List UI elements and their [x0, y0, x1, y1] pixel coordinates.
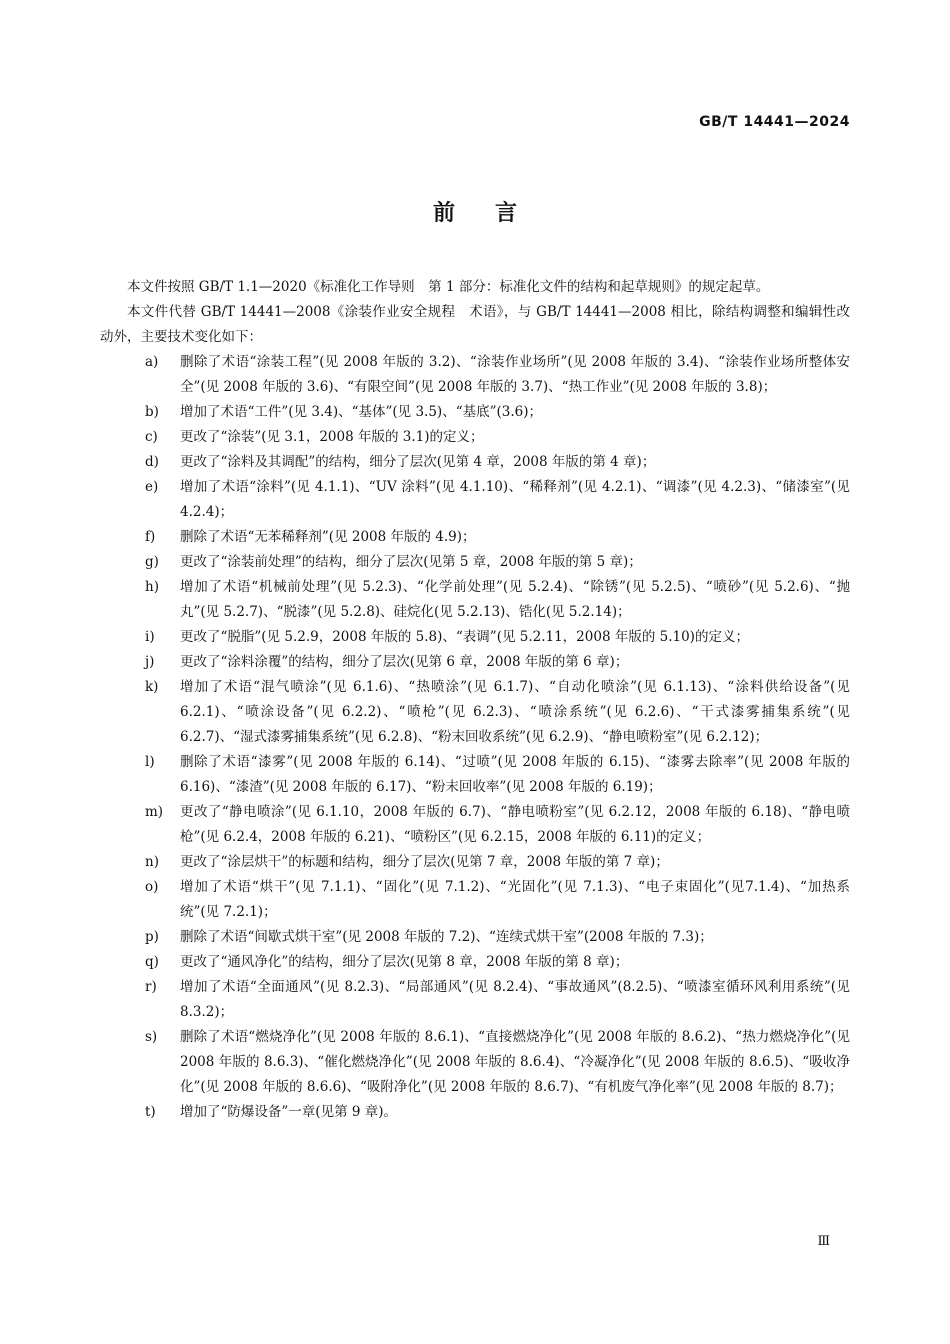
- list-item-text: 增加了“防爆设备”一章(见第 9 章)。: [180, 1104, 398, 1120]
- list-item-marker: g): [145, 554, 159, 570]
- list-item-text: 删除了术语“无苯稀释剂”(见 2008 年版的 4.9)；: [180, 529, 476, 545]
- list-item-text: 更改了“通风净化”的结构，细分了层次(见第 8 章，2008 年版的第 8 章)；: [180, 954, 629, 970]
- list-item-marker: f): [145, 529, 156, 545]
- list-item-text: 增加了术语“涂料”(见 4.1.1)、“UV 涂料”(见 4.1.10)、“稀释剂”(见 4.2.1)、“调漆”(见 4.2.3)、“储漆室”(见 4.2.4)；: [180, 479, 850, 520]
- list-item-marker: t): [145, 1104, 156, 1120]
- list-item-marker: i): [145, 629, 155, 645]
- list-item-text: 增加了术语“工件”(见 3.4)、“基体”(见 3.5)、“基底”(3.6)；: [180, 404, 543, 420]
- list-item: [100, 1100, 850, 1125]
- list-item: [100, 675, 850, 750]
- list-item-marker: m): [145, 804, 164, 820]
- list-item-marker: r): [145, 979, 157, 995]
- list-item: [100, 850, 850, 875]
- standard-number: GB/T 14441—2024: [699, 114, 850, 130]
- list-item: [100, 750, 850, 800]
- document-body: [100, 275, 850, 1125]
- list-item-marker: d): [145, 454, 159, 470]
- list-item: [100, 525, 850, 550]
- list-item-marker: a): [145, 354, 159, 370]
- list-item-text: 增加了术语“机械前处理”(见 5.2.3)、“化学前处理”(见 5.2.4)、“除锈”(见 5.2.5)、“喷砂”(见 5.2.6)、“抛丸”(见 5.2.7)、“脱漆”(见 5.2.8)、硅烷化(见 5.2.13)、锆化(见 5.2.14)；: [180, 579, 850, 620]
- list-item-marker: e): [145, 479, 159, 495]
- list-item: [100, 650, 850, 675]
- change-list: [100, 350, 850, 1125]
- list-item: [100, 575, 850, 625]
- list-item: [100, 800, 850, 850]
- list-item-marker: s): [145, 1029, 158, 1045]
- list-item: [100, 875, 850, 925]
- list-item: [100, 350, 850, 400]
- list-item-marker: k): [145, 679, 159, 695]
- list-item: [100, 925, 850, 950]
- list-item: [100, 450, 850, 475]
- list-item-text: 更改了“涂料及其调配”的结构，细分了层次(见第 4 章，2008 年版的第 4 章)；: [180, 454, 656, 470]
- list-item-text: 删除了术语“燃烧净化”(见 2008 年版的 8.6.1)、“直接燃烧净化”(见 2008 年版的 8.6.2)、“热力燃烧净化”(见 2008 年版的 8.6.3)、“催化燃烧净化”(见 2008 年版的 8.6.4)、“冷凝净化”(见 2008 年版的 8.6.5)、“吸收净化”(见 2008 年版的 8.6.6)、“吸附净化”(见 2008 年版的 8.6.7)、“有机废气净化率”(见 2008 年版的 8.7)；: [180, 1029, 850, 1095]
- page-title: 前言: [432, 201, 557, 226]
- list-item-marker: h): [145, 579, 159, 595]
- intro-paragraph-1: 本文件按照 GB/T 1.1—2020《标准化工作导则 第 1 部分：标准化文件的结构和起草规则》的规定起草。: [127, 279, 770, 295]
- list-item-marker: b): [145, 404, 159, 420]
- list-item-text: 更改了“涂料涂覆”的结构，细分了层次(见第 6 章，2008 年版的第 6 章)；: [180, 654, 629, 670]
- list-item-marker: q): [145, 954, 159, 970]
- list-item-text: 更改了“涂装”(见 3.1，2008 年版的 3.1)的定义；: [180, 429, 484, 445]
- list-item-text: 增加了术语“全面通风”(见 8.2.3)、“局部通风”(见 8.2.4)、“事故通风”(8.2.5)、“喷漆室循环风利用系统”(见 8.3.2)；: [180, 979, 850, 1020]
- list-item-text: 更改了“涂层烘干”的标题和结构，细分了层次(见第 7 章，2008 年版的第 7 章)；: [180, 854, 669, 870]
- list-item-marker: p): [145, 929, 159, 945]
- list-item: [100, 475, 850, 525]
- list-item: [100, 625, 850, 650]
- list-item-marker: l): [145, 754, 155, 770]
- list-item: [100, 550, 850, 575]
- page-number: Ⅲ: [817, 1234, 830, 1249]
- list-item-text: 更改了“静电喷涂”(见 6.1.10，2008 年版的 6.7)、“静电喷粉室”(见 6.2.12，2008 年版的 6.18)、“静电喷枪”(见 6.2.4，2008 年版的 6.21)、“喷粉区”(见 6.2.15，2008 年版的 6.11)的定义；: [180, 804, 850, 845]
- intro-paragraph-2: 本文件代替 GB/T 14441—2008《涂装作业安全规程 术语》，与 GB/T 14441—2008 相比，除结构调整和编辑性改动外，主要技术变化如下：: [100, 304, 850, 345]
- list-item-text: 增加了术语“混气喷涂”(见 6.1.6)、“热喷涂”(见 6.1.7)、“自动化喷涂”(见 6.1.13)、“涂料供给设备”(见 6.2.1)、“喷涂设备”(见 6.2.2)、“喷枪”(见 6.2.3)、“喷涂系统”(见 6.2.6)、“干式漆雾捕集系统”(见 6.2.7)、“湿式漆雾捕集系统”(见 6.2.8)、“粉末回收系统”(见 6.2.9)、“静电喷粉室”(见 6.2.12)；: [180, 679, 850, 745]
- list-item-text: 删除了术语“涂装工程”(见 2008 年版的 3.2)、“涂装作业场所”(见 2008 年版的 3.4)、“涂装作业场所整体安全”(见 2008 年版的 3.6)、“有限空间”(见 2008 年版的 3.7)、“热工作业”(见 2008 年版的 3.8)；: [180, 354, 850, 395]
- list-item-marker: o): [145, 879, 159, 895]
- list-item-text: 删除了术语“间歇式烘干室”(见 2008 年版的 7.2)、“连续式烘干室”(2008 年版的 7.3)；: [180, 929, 713, 945]
- list-item: [100, 950, 850, 975]
- list-item-marker: c): [145, 429, 158, 445]
- list-item-marker: j): [145, 654, 155, 670]
- list-item-marker: n): [145, 854, 159, 870]
- list-item-text: 更改了“涂装前处理”的结构，细分了层次(见第 5 章，2008 年版的第 5 章)；: [180, 554, 642, 570]
- list-item: [100, 400, 850, 425]
- list-item: [100, 975, 850, 1025]
- list-item-text: 删除了术语“漆雾”(见 2008 年版的 6.14)、“过喷”(见 2008 年版的 6.15)、“漆雾去除率”(见 2008 年版的 6.16)、“漆渣”(见 2008 年版的 6.17)、“粉末回收率”(见 2008 年版的 6.19)；: [180, 754, 850, 795]
- list-item-text: 更改了“脱脂”(见 5.2.9，2008 年版的 5.8)、“表调”(见 5.2.11，2008 年版的 5.10)的定义；: [180, 629, 749, 645]
- list-item: [100, 425, 850, 450]
- list-item: [100, 1025, 850, 1100]
- list-item-text: 增加了术语“烘干”(见 7.1.1)、“固化”(见 7.1.2)、“光固化”(见 7.1.3)、“电子束固化”(见7.1.4)、“加热系统”(见 7.2.1)；: [180, 879, 850, 920]
